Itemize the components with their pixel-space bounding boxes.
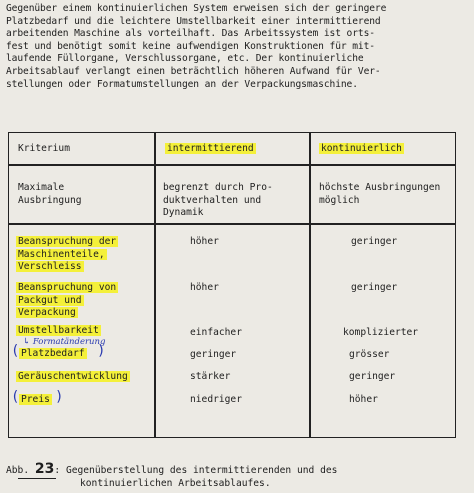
pen-bracket-right: ) bbox=[55, 389, 64, 405]
value-line: höchste Ausbringungen bbox=[319, 182, 441, 193]
comparison-table bbox=[8, 132, 456, 438]
handwritten-note: ↳ Formatänderung bbox=[23, 337, 106, 347]
criterion-line: Platzbedarf bbox=[21, 348, 85, 359]
pen-bracket-left: ( bbox=[11, 389, 20, 405]
row-kontinuierlich bbox=[319, 182, 440, 207]
column-divider bbox=[154, 133, 156, 437]
row-intermittierend: stärker bbox=[190, 371, 231, 382]
row-criterion bbox=[16, 371, 130, 384]
intro-paragraph bbox=[6, 3, 468, 91]
criterion-line: Preis bbox=[21, 394, 50, 405]
intro-line: Gegenüber einem kontinuierlichen System erweisen sich der geringere bbox=[6, 3, 387, 14]
row-kontinuierlich: komplizierter bbox=[343, 327, 419, 338]
header-kontinuierlich bbox=[319, 143, 404, 156]
criterion-line: Geräuschentwicklung bbox=[18, 371, 128, 382]
header-divider bbox=[9, 164, 455, 166]
criterion-line: Umstellbarkeit bbox=[18, 325, 99, 336]
value-line: duktverhalten und bbox=[163, 194, 262, 206]
value-line: begrenzt durch Pro- bbox=[163, 182, 273, 193]
row-intermittierend: höher bbox=[190, 236, 219, 247]
pen-bracket-left: ( bbox=[11, 343, 20, 359]
figure-caption bbox=[6, 463, 337, 490]
pen-bracket-right: ) bbox=[97, 343, 106, 359]
row-criterion bbox=[16, 236, 118, 274]
criterion-line: Beanspruchung von bbox=[18, 282, 117, 293]
intro-line: arbeitenden Maschine als vorteilhaft. Das Arbeitssystem ist orts- bbox=[6, 28, 375, 40]
caption-number-underline bbox=[18, 478, 56, 479]
intro-line: laufende Füllorgane, Verschlussorgane, etc. Der kontinuierliche bbox=[6, 53, 364, 65]
header-intermittierend-label: intermittierend bbox=[167, 143, 254, 154]
criterion-line: Maximale bbox=[18, 182, 65, 193]
row-kontinuierlich: grösser bbox=[349, 349, 390, 360]
caption-abb: Abb. bbox=[6, 465, 30, 476]
row-kontinuierlich: geringer bbox=[351, 236, 398, 247]
caption-number: 23 bbox=[34, 461, 55, 477]
intro-line: fest und benötigt somit keine aufwendigen Konstruktionen für mit- bbox=[6, 40, 375, 52]
value-line: Dynamik bbox=[163, 207, 204, 219]
row-intermittierend bbox=[163, 182, 273, 220]
caption-line-1: Gegenüberstellung des intermittierenden und des bbox=[65, 465, 338, 476]
row-kontinuierlich: höher bbox=[349, 394, 378, 405]
caption-line-2: kontinuierlichen Arbeitsablaufes. bbox=[80, 477, 271, 489]
criterion-line: Beanspruchung der bbox=[18, 236, 117, 247]
header-intermittierend bbox=[165, 143, 256, 156]
column-divider bbox=[309, 133, 311, 437]
intro-line: Platzbedarf und die leichtere Umstellbarkeit einer intermittierend bbox=[6, 15, 381, 27]
row-intermittierend: niedriger bbox=[190, 394, 242, 405]
criterion-line: Verpackung bbox=[18, 307, 76, 319]
header-kontinuierlich-label: kontinuierlich bbox=[321, 143, 402, 154]
row-kontinuierlich: geringer bbox=[351, 282, 398, 293]
row-intermittierend: einfacher bbox=[190, 327, 242, 338]
header-kriterium: Kriterium bbox=[18, 143, 70, 154]
criterion-line: Packgut und bbox=[18, 294, 82, 306]
row-criterion bbox=[19, 348, 87, 361]
intro-line: stellungen oder Formatumstellungen an der Verpackungsmaschine. bbox=[6, 78, 358, 90]
criterion-line: Ausbringung bbox=[18, 194, 82, 206]
value-line: möglich bbox=[319, 194, 360, 206]
row-intermittierend: geringer bbox=[190, 349, 237, 360]
row-criterion bbox=[19, 394, 52, 407]
row-divider bbox=[9, 223, 455, 225]
intro-line: Arbeitsablauf verlangt einen beträchtlich höheren Aufwand für Ver- bbox=[6, 65, 381, 77]
row-kontinuierlich: geringer bbox=[349, 371, 396, 382]
criterion-line: Verschleiss bbox=[18, 261, 82, 273]
row-criterion bbox=[16, 282, 118, 320]
row-intermittierend: höher bbox=[190, 282, 219, 293]
caption-colon: : bbox=[54, 465, 61, 476]
criterion-line: Maschinenteile, bbox=[18, 248, 105, 260]
row-criterion bbox=[18, 182, 82, 207]
